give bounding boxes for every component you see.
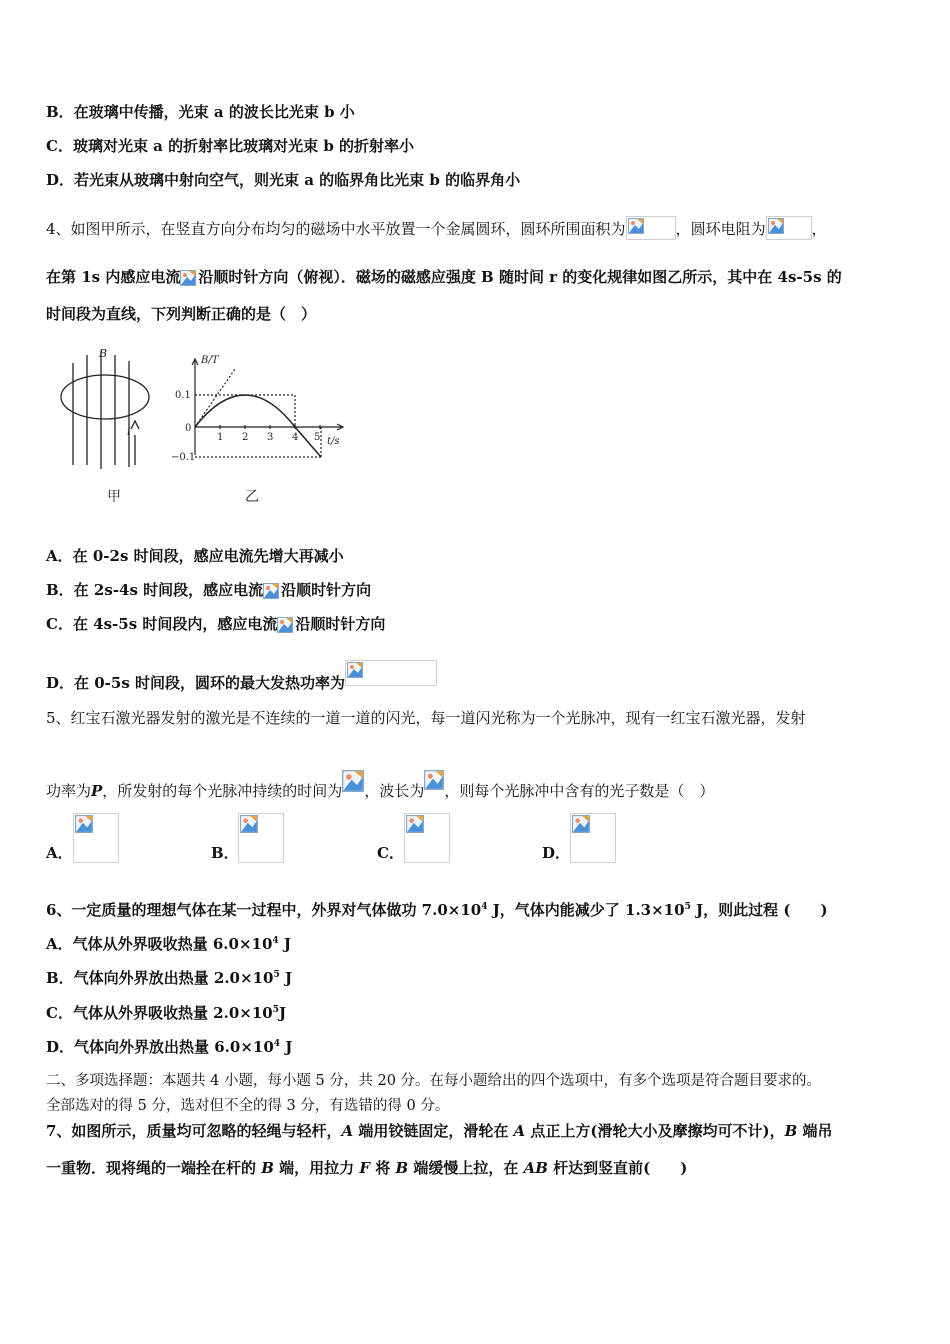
x-axis-label: t/s	[327, 436, 340, 447]
q6-option-d	[46, 1037, 292, 1057]
image-icon	[406, 815, 424, 833]
q4-option-text: C．在 4s-5s 时间段内，感应电流	[46, 615, 278, 633]
image-icon	[277, 617, 293, 633]
q6-stem-text: J，则此过程 ( )	[690, 901, 828, 919]
q4-stem-line1	[46, 216, 827, 240]
q4-option-a: A．在 0-2s 时间段，感应电流先增大再减小	[46, 547, 344, 565]
q7-stem-text: 端缓慢上拉，在	[408, 1159, 524, 1177]
q5-option-a-image	[73, 813, 119, 863]
time-symbol-image	[342, 770, 364, 792]
point-label: A	[341, 1122, 354, 1140]
q5-stem-line1: 5、红宝石激光器发射的激光是不连续的一道一道的闪光，每一道闪光称为一个光脉冲，现有一红宝石激光器，发射	[46, 709, 806, 727]
current-symbol-image	[277, 617, 295, 635]
x-tick: 1	[217, 432, 224, 443]
point-label: B	[784, 1122, 798, 1140]
q6-option-text: J	[278, 1004, 287, 1022]
section2-heading: 二、多项选择题：本题共 4 小题，每小题 5 分，共 20 分。在每小题给出的四个选项中，有多个选项是符合题目要求的。	[46, 1073, 822, 1089]
point-label: A	[513, 1122, 526, 1140]
q4-option-text: D．在 0-5s 时间段，圆环的最大发热功率为	[46, 674, 345, 692]
exponent: 5	[684, 902, 691, 912]
q5-option-d-image	[570, 813, 616, 863]
metal-ring	[61, 375, 149, 419]
q3-option-d: D．若光束从玻璃中射向空气，则光束 a 的临界角比光束 b 的临界角小	[46, 171, 521, 189]
q5-stem-text: ，所发射的每个光脉冲持续的时间为	[102, 782, 343, 800]
y-tick-top: 0.1	[175, 390, 191, 401]
q7-stem-line2	[46, 1158, 687, 1178]
power-formula-image	[345, 660, 437, 686]
image-icon	[75, 815, 93, 833]
rod-label: AB	[523, 1159, 548, 1177]
q5-option-c-label: C．	[377, 844, 404, 862]
image-icon	[240, 815, 258, 833]
b-curve	[195, 395, 295, 427]
q5-option-d-label: D．	[542, 844, 571, 862]
q4-option-d	[46, 660, 437, 693]
exponent: 5	[273, 970, 280, 980]
q5-stem-text: ，波长为	[364, 782, 425, 800]
image-icon	[768, 218, 784, 234]
q5-stem-text: 功率为	[46, 782, 92, 800]
q6-option-c	[46, 1003, 286, 1023]
x-tick: 4	[292, 432, 299, 443]
y-tick-bottom: −0.1	[171, 452, 196, 463]
q7-stem-text: 杆达到竖直前( )	[547, 1159, 688, 1177]
wavelength-symbol-image	[424, 770, 444, 792]
q7-stem-text: 点正上方(滑轮大小及摩擦均可不计)，	[525, 1122, 785, 1140]
image-icon	[347, 662, 363, 678]
exponent: 5	[272, 1005, 279, 1015]
point-label: B	[261, 1159, 274, 1177]
resistance-formula-image	[766, 216, 812, 240]
current-symbol-image	[263, 583, 281, 601]
current-label: i	[127, 425, 131, 438]
point-label: B	[395, 1159, 409, 1177]
q6-option-text: J	[279, 969, 293, 987]
q6-option-text: J	[280, 1038, 293, 1056]
q7-stem-text: 端，用拉力	[273, 1159, 360, 1177]
q4-stem-text: ，圆环电阻为	[675, 220, 766, 238]
q3-option-c: C．玻璃对光束 a 的折射率比玻璃对光束 b 的折射率小	[46, 137, 415, 155]
image-icon	[628, 218, 644, 234]
q4-stem-text: 4、如图甲所示，在竖直方向分布均匀的磁场中水平放置一个金属圆环，圆环所围面积为	[46, 220, 626, 238]
x-tick: 5	[314, 432, 321, 443]
x-tick: 2	[242, 432, 249, 443]
image-icon	[424, 770, 444, 790]
q4-stem-text: 在第 1s 内感应电流	[46, 268, 181, 286]
q4-option-b	[46, 580, 371, 601]
image-icon	[180, 270, 196, 286]
q4-figure	[55, 345, 355, 505]
q6-stem	[46, 900, 828, 920]
image-icon	[263, 583, 279, 599]
q3-option-b: B．在玻璃中传播，光束 a 的波长比光束 b 小	[46, 103, 355, 121]
q4-option-text: 沿顺时针方向	[295, 615, 386, 633]
q4-option-text: B．在 2s-4s 时间段，感应电流	[46, 581, 264, 599]
q6-option-text: A．气体从外界吸收热量 6.0×10	[46, 935, 273, 953]
q6-option-text: J	[278, 935, 291, 953]
q5-stem-text: ，则每个光脉冲中含有的光子数是（ ）	[444, 782, 715, 800]
q7-stem-text: 7、如图所示，质量均可忽略的轻绳与轻杆，	[46, 1122, 342, 1140]
x-tick: 3	[267, 432, 274, 443]
exponent: 4	[481, 902, 488, 912]
q7-stem-text: 一重物．现将绳的一端拴在杆的	[46, 1159, 262, 1177]
q4-stem-text: 沿顺时针方向（俯视）．磁场的磁感应强度 B 随时间 r 的变化规律如图乙所示，其中在 4s-5s 的	[198, 268, 842, 286]
q6-option-text: C．气体从外界吸收热量 2.0×10	[46, 1004, 273, 1022]
power-symbol: P	[91, 782, 103, 800]
q5-stem-line2	[46, 770, 714, 801]
area-formula-image	[626, 216, 676, 240]
force-label: F	[359, 1159, 371, 1177]
b-field-label: B	[99, 347, 108, 360]
image-icon	[572, 815, 590, 833]
figure-caption-yi: 乙	[245, 489, 259, 505]
exponent: 4	[273, 1039, 281, 1049]
q4-stem-line3: 时间段为直线，下列判断正确的是（ ）	[46, 305, 317, 323]
q6-option-text: B．气体向外界放出热量 2.0×10	[46, 969, 274, 987]
q4-option-text: 沿顺时针方向	[281, 581, 372, 599]
q6-option-b	[46, 968, 292, 988]
exponent: 4	[272, 936, 279, 946]
q6-stem-text: J，气体内能减少了 1.3×10	[487, 901, 685, 919]
q7-stem-line1	[46, 1121, 833, 1141]
q4-option-c	[46, 614, 385, 635]
q5-option-b-label: B．	[211, 844, 239, 862]
q7-stem-text: 将	[370, 1159, 396, 1177]
section2-instructions: 全部选对的得 5 分，选对但不全的得 3 分，有选错的得 0 分。	[46, 1098, 450, 1114]
q4-stem-text: ，	[811, 220, 827, 238]
q7-stem-text: 端用铰链固定，滑轮在	[353, 1122, 514, 1140]
q6-option-a	[46, 934, 291, 954]
ring-figure	[61, 351, 149, 469]
figure-caption-jia: 甲	[107, 489, 121, 505]
q5-option-c-image	[404, 813, 450, 863]
q6-stem-text: 6、一定质量的理想气体在某一过程中，外界对气体做功 7.0×10	[46, 901, 482, 919]
q5-option-b-image	[238, 813, 284, 863]
q5-option-a-label: A．	[46, 844, 73, 862]
y-tick-zero: 0	[185, 423, 192, 434]
image-icon	[342, 770, 364, 792]
current-symbol-image	[180, 270, 198, 288]
q4-stem-line2	[46, 267, 842, 288]
q6-option-text: D．气体向外界放出热量 6.0×10	[46, 1038, 274, 1056]
q7-stem-text: 端吊	[797, 1122, 833, 1140]
y-axis-label: B/T	[201, 355, 219, 366]
